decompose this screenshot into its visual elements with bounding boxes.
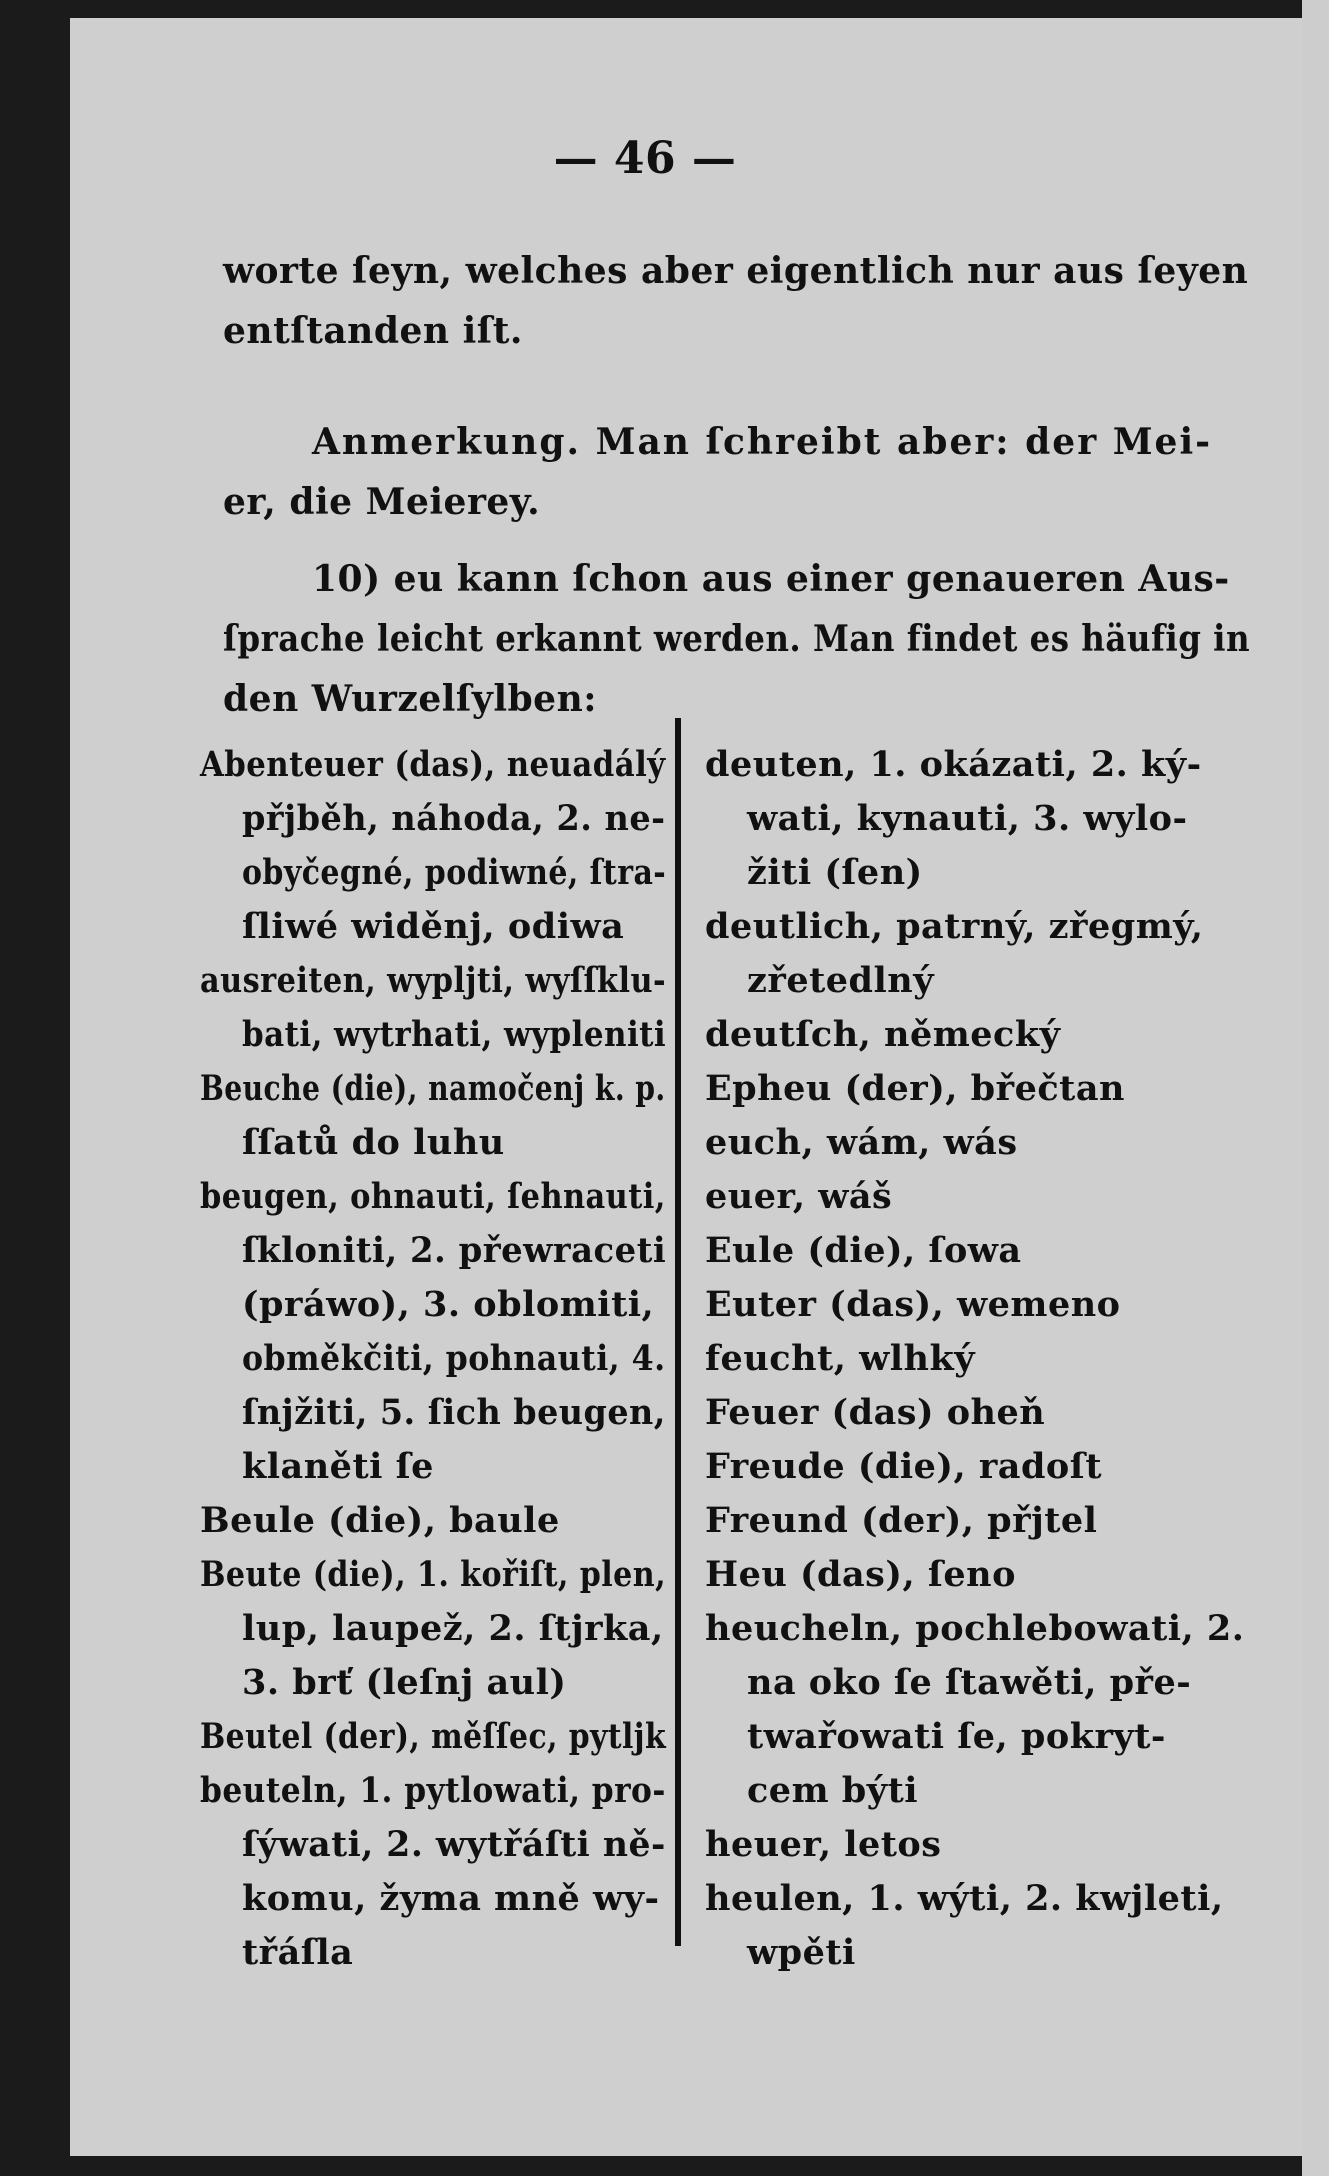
right-entry-line: heuer, letos	[705, 1824, 942, 1865]
right-entry-line: wati, kynauti, 3. wylo-	[747, 798, 1188, 839]
left-entry-line: ſkloniti, 2. přewraceti	[242, 1230, 667, 1271]
right-entry-line: Eule (die), ſowa	[705, 1230, 1022, 1271]
right-entry-line: feucht, wlhký	[705, 1338, 976, 1379]
right-entry-line: deutlich, patrný, zřegmý,	[705, 906, 1204, 947]
left-entry-line: ſſatů do luhu	[242, 1122, 505, 1163]
left-entry-line: Beuche (die), namočenj k. p.	[200, 1068, 666, 1109]
left-entry-line: třáſla	[242, 1932, 354, 1973]
left-entry-line: Beutel (der), měſſec, pytljk	[200, 1716, 667, 1757]
right-entry-line: Freude (die), radoſt	[705, 1446, 1102, 1487]
rule-line-2: ſprache leicht erkannt werden. Man findet es häufig in	[223, 618, 1251, 660]
left-entry-line: ausreiten, wypljti, wyſſklu-	[200, 960, 667, 1001]
right-entry-line: Feuer (das) oheň	[705, 1392, 1046, 1433]
right-entry-line: žiti (ſen)	[747, 852, 923, 893]
left-entry-line: beuteln, 1. pytlowati, pro-	[200, 1770, 666, 1811]
note-line-2: er, die Meierey.	[223, 481, 541, 523]
left-entry-line: Beute (die), 1. kořiſt, plen,	[200, 1554, 667, 1595]
left-entry-line: klaněti ſe	[242, 1446, 434, 1487]
book-page	[70, 18, 1302, 2156]
rule-line-3: den Wurzelſylben:	[223, 678, 598, 720]
right-entry-line: cem býti	[747, 1770, 919, 1811]
left-entry-line: přjběh, náhoda, 2. ne-	[242, 798, 666, 839]
right-entry-line: twařowati ſe, pokryt-	[747, 1716, 1166, 1757]
right-entry-line: euch, wám, wás	[705, 1122, 1018, 1163]
right-entry-line: Freund (der), přjtel	[705, 1500, 1098, 1541]
left-entry-line: komu, žyma mně wy-	[242, 1878, 660, 1919]
left-entry-line: beugen, ohnauti, ſehnauti,	[200, 1176, 666, 1217]
left-entry-line: lup, laupež, 2. ſtjrka,	[242, 1608, 664, 1649]
right-entry-line: Epheu (der), břečtan	[705, 1068, 1125, 1109]
right-entry-line: Euter (das), wemeno	[705, 1284, 1121, 1325]
right-entry-line: Heu (das), ſeno	[705, 1554, 1016, 1595]
right-entry-line: deuten, 1. okázati, 2. ký-	[705, 744, 1202, 785]
intro-line-1: worte ſeyn, welches aber eigentlich nur aus ſeyen	[223, 250, 1249, 292]
left-entry-line: ſliwé widěnj, odiwa	[242, 906, 625, 947]
right-entry-line: zřetedlný	[747, 960, 935, 1001]
left-entry-line: ſnjžiti, 5. ſich beugen,	[242, 1392, 666, 1433]
column-divider	[675, 718, 681, 1946]
left-entry-line: Beule (die), baule	[200, 1500, 560, 1541]
left-entry-line: 3. brť (leſnj aul)	[242, 1662, 567, 1703]
left-entry-line: Abenteuer (das), neuadálý	[200, 744, 666, 785]
right-entry-line: heucheln, pochlebowati, 2.	[705, 1608, 1245, 1649]
intro-line-2: entſtanden iſt.	[223, 310, 523, 352]
right-entry-line: na oko ſe ſtawěti, pře-	[747, 1662, 1192, 1703]
rule-line-1: 10) eu kann ſchon aus einer genaueren Aus-	[312, 558, 1230, 600]
right-entry-line: euer, wáš	[705, 1176, 893, 1217]
right-entry-line: wpěti	[747, 1932, 856, 1973]
right-entry-line: deutſch, německý	[705, 1014, 1061, 1055]
left-entry-line: (práwo), 3. oblomiti,	[242, 1284, 655, 1325]
left-entry-line: ſýwati, 2. wytřáſti ně-	[242, 1824, 666, 1865]
page-number: — 46 —	[553, 133, 737, 184]
left-entry-line: obyčegné, podiwné, ſtra-	[242, 852, 667, 893]
page-edge	[1302, 0, 1329, 2176]
note-line-1: Anmerkung. Man ſchreibt aber: der Mei-	[312, 421, 1213, 463]
left-entry-line: obměkčiti, pohnauti, 4.	[242, 1338, 666, 1379]
left-entry-line: bati, wytrhati, wypleniti	[242, 1014, 667, 1055]
right-entry-line: heulen, 1. wýti, 2. kwjleti,	[705, 1878, 1224, 1919]
